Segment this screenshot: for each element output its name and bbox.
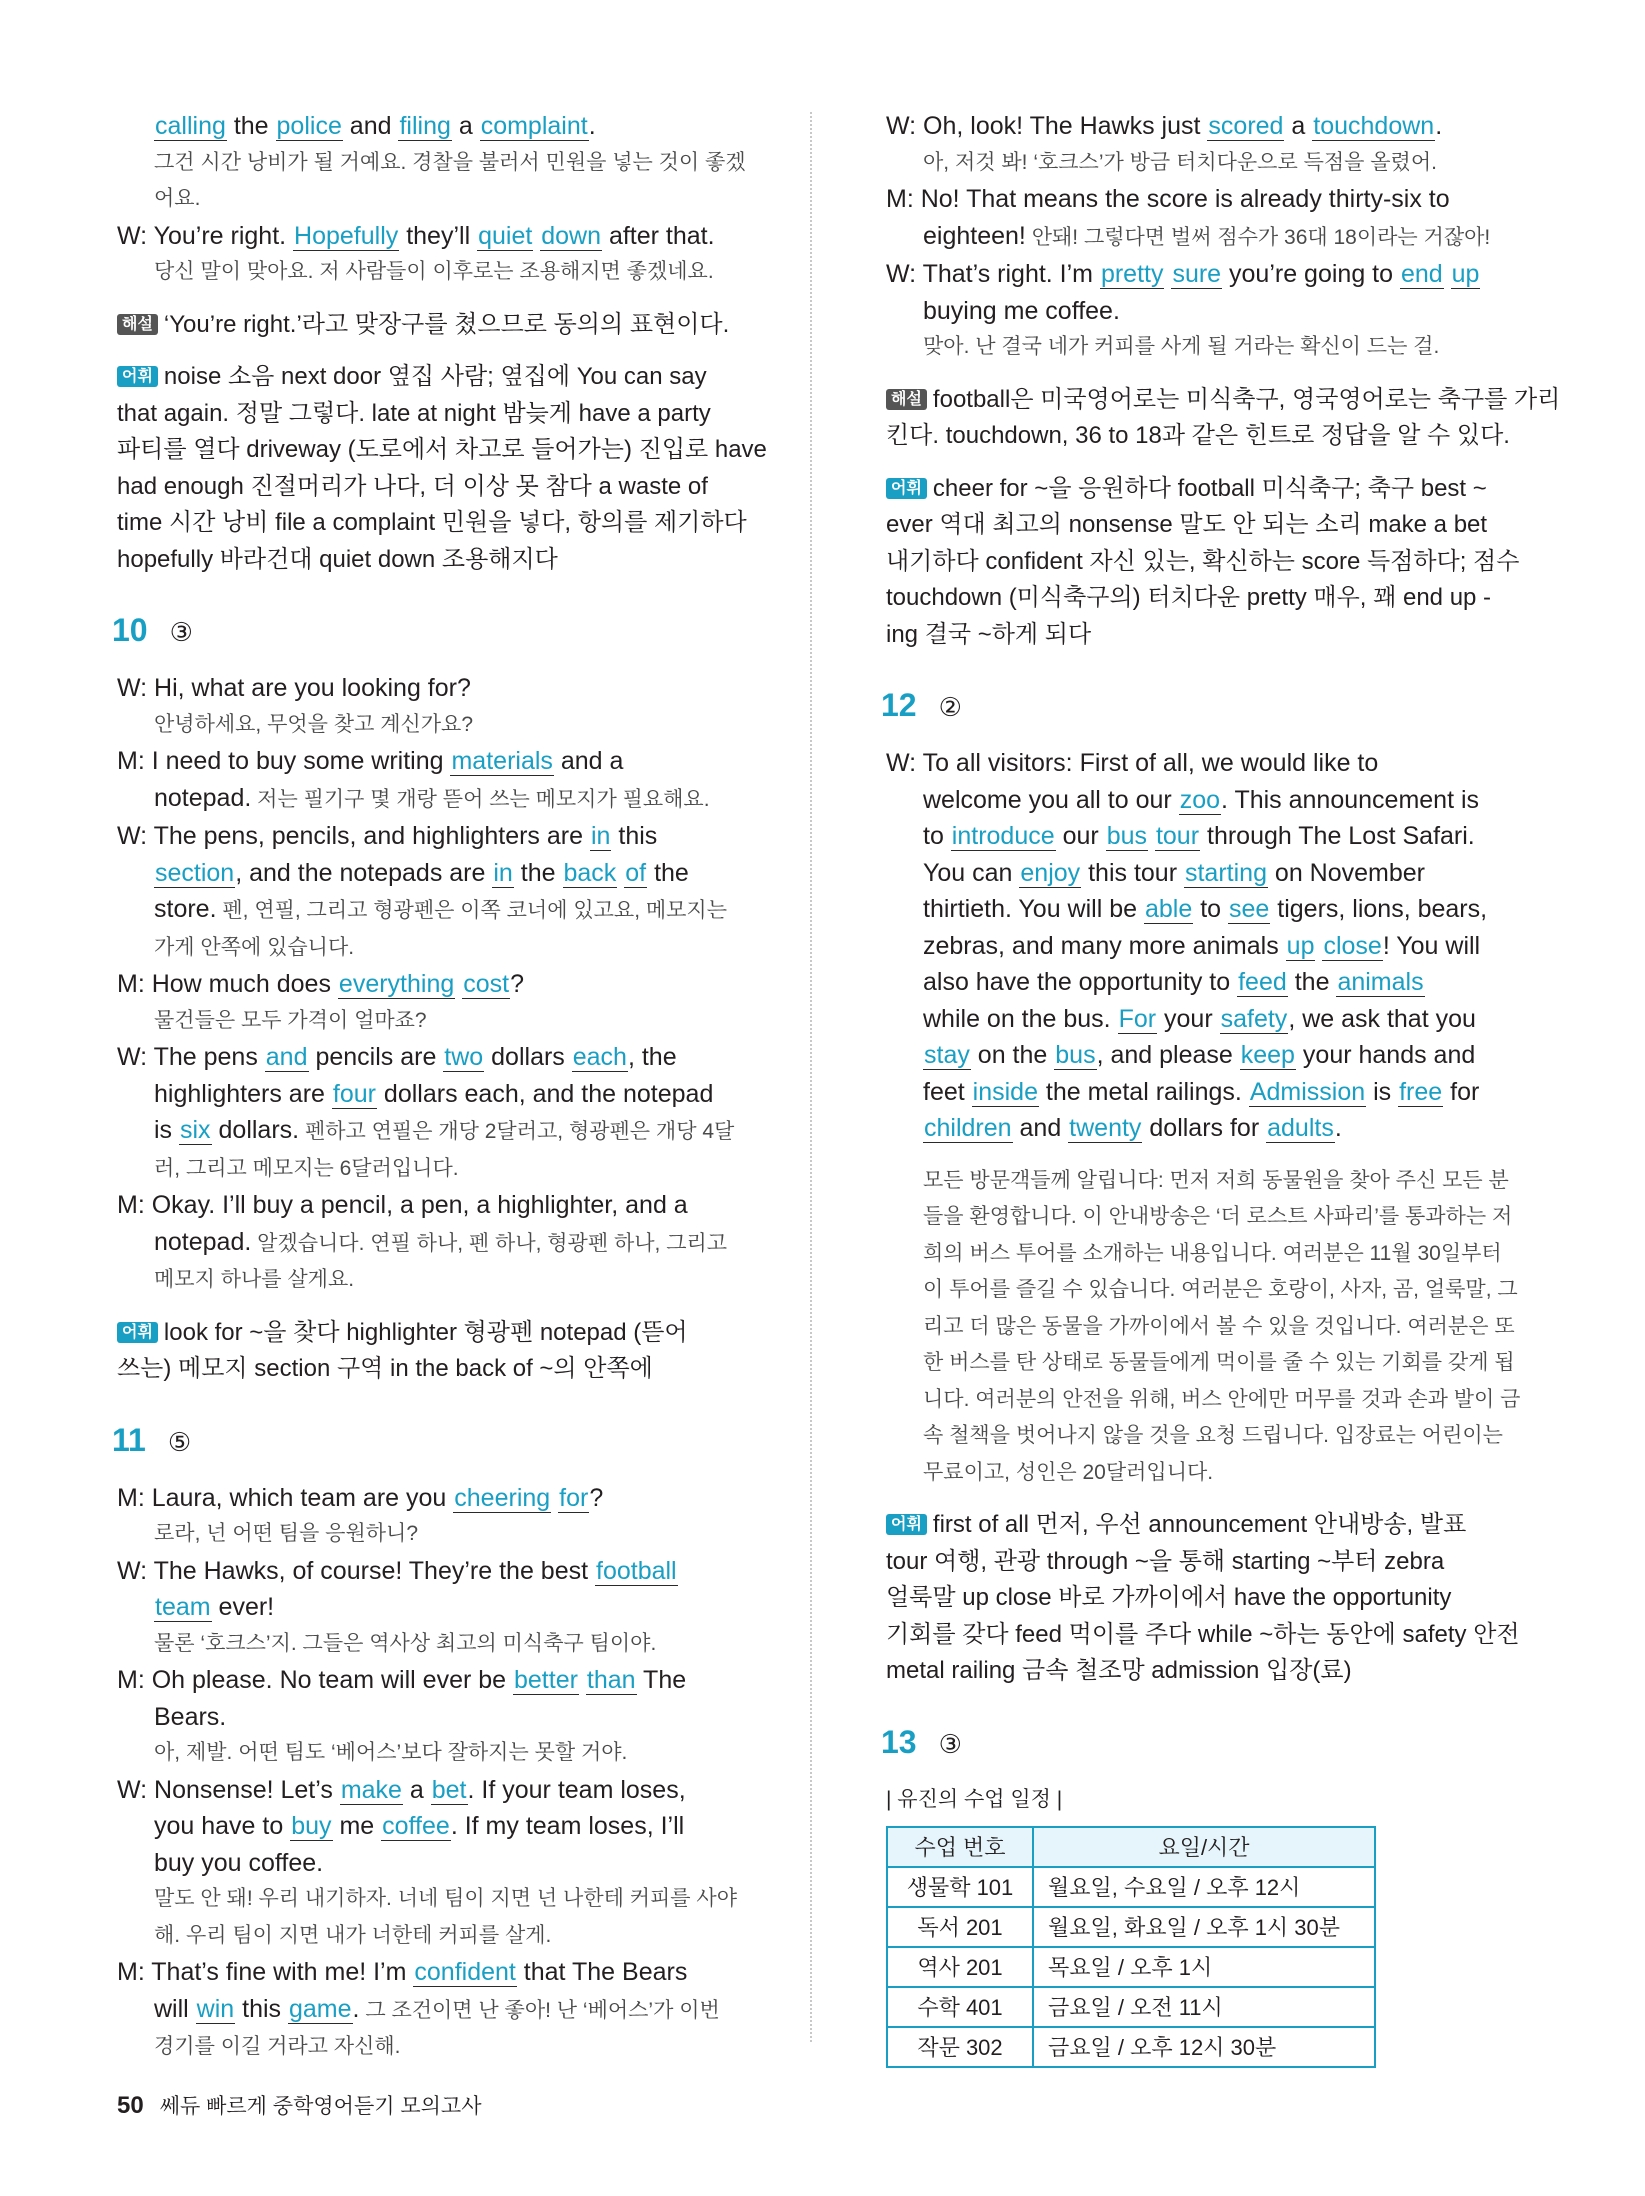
dialogue-line: M: I need to buy some writing materials and a — [117, 747, 624, 775]
dialogue-line: thirtieth. You will be able to see tigers, lions, bears, — [923, 895, 1488, 923]
vocab-line: 어휘 first of all 먼저, 우선 announcement 안내방송, 발표 — [886, 1507, 1506, 1544]
dialogue-line: W: The Hawks, of course! They’re the best football — [117, 1556, 677, 1585]
dialogue-line: notepad. 알겠습니다. 연필 하나, 펜 하나, 형광펜 하나, 그리고 — [154, 1227, 728, 1256]
vocab-line: that again. 정말 그렇다. late at night 밤늦게 have a party — [117, 399, 711, 427]
translation-line: 한 버스를 탄 상태로 동물들에게 먹이를 줄 수 있는 기회를 갖게 됩 — [923, 1351, 1515, 1374]
table-header-row — [887, 1827, 1375, 1867]
translation-line: 희의 버스 투어를 소개하는 내용입니다. 여러분은 11월 30일부터 — [923, 1241, 1502, 1265]
dialogue-line: buy you coffee. — [154, 1848, 324, 1877]
translation-line: 리고 더 많은 동물을 가까이에서 볼 수 있을 것입니다. 여러분은 또 — [923, 1314, 1515, 1338]
answer-mark: ⑤ — [167, 1426, 192, 1457]
translation-line: 이 투어를 즐길 수 있습니다. 여러분은 호랑이, 사자, 곰, 얼룩말, 그 — [923, 1278, 1518, 1301]
vocab-line: tour 여행, 관광 through ~을 통해 starting ~부터 zebra — [886, 1547, 1445, 1575]
translation-line: 들을 환영합니다. 이 안내방송은 ‘더 로스트 사파리’를 통과하는 저 — [923, 1205, 1513, 1228]
dialogue-line: W: Nonsense! Let’s make a bet. If your team loses, — [117, 1775, 686, 1804]
dialogue-line: also have the opportunity to feed the animals — [923, 968, 1424, 996]
vocab-line: 어휘 noise 소음 next door 옆집 사람; 옆집에 You can say — [117, 359, 782, 396]
dialogue-line: team ever! — [155, 1593, 275, 1621]
table-row — [887, 1867, 1375, 1907]
translation-line: 말도 안 돼! 우리 내기하자. 너네 팀이 지면 넌 나한테 커피를 사야 — [154, 1887, 737, 1910]
vocab-line: 쓰는) 메모지 section 구역 in the back of ~의 안쪽에 — [117, 1355, 653, 1382]
translation-line: 맞아. 난 결국 네가 커피를 사게 될 거라는 확신이 드는 걸. — [923, 335, 1440, 358]
answer-mark: ② — [938, 692, 962, 722]
question-number: 12 ② — [881, 687, 962, 723]
dialogue-line: children and twenty dollars for adults. — [924, 1114, 1342, 1142]
dialogue-line: Bears. — [154, 1702, 227, 1731]
dialogue-line: zebras, and many more animals up close! You will — [923, 931, 1481, 960]
table-cell: 수학 401 — [887, 1987, 1033, 2027]
translation-line: 물론 ‘호크스’지. 그들은 역사상 최고의 미식축구 팀이야. — [154, 1631, 657, 1655]
column-divider — [810, 112, 812, 2042]
explanation: 해설 football은 미국영어로는 미식축구, 영국영어로는 축구를 가리 — [886, 382, 1506, 419]
dialogue-line: to introduce our bus tour through The Lost Safari. — [923, 822, 1475, 850]
explanation: 킨다. touchdown, 36 to 18과 같은 힌트로 정답을 알 수 있다. — [886, 422, 1510, 449]
translation-line: 아, 저것 봐! ‘호크스’가 방금 터치다운으로 득점을 올렸어. — [923, 150, 1437, 174]
table-row — [887, 2027, 1375, 2067]
vocab-line: had enough 진절머리가 나다, 더 이상 못 참다 a waste of — [117, 472, 708, 500]
translation-line: 당신 말이 맞아요. 저 사람들이 이후로는 조용해지면 좋겠네요. — [154, 260, 714, 283]
dialogue-line: M: Okay. I’ll buy a pencil, a pen, a highlighter, and a — [117, 1191, 688, 1219]
vocab-tag: 어휘 — [117, 1322, 158, 1343]
question-number: 11 ⑤ — [112, 1421, 192, 1458]
dialogue-line: section, and the notepads are in the back of the — [155, 858, 689, 887]
translation-line: 가게 안쪽에 있습니다. — [154, 935, 355, 959]
question-number: 13 ③ — [881, 1723, 962, 1760]
vocab-line: 기회를 갖다 feed 먹이를 주다 while ~하는 동안에 safety 안전 — [886, 1620, 1520, 1648]
dialogue-line: W: Oh, look! The Hawks just scored a touchdown. — [886, 112, 1443, 140]
page-footer — [117, 2090, 482, 2120]
translation-line: 해. 우리 팀이 지면 내가 너한테 커피를 살게. — [154, 1923, 552, 1947]
page-number: 50 — [117, 2092, 144, 2119]
dialogue-line: M: No! That means the score is already thirty-six to — [886, 185, 1450, 213]
translation-line: 무료이고, 성인은 20달러입니다. — [923, 1460, 1214, 1484]
vocab-line: 파티를 열다 driveway (도로에서 차고로 들어가는) 진입로 have — [117, 436, 767, 463]
answer-mark: ③ — [169, 617, 193, 647]
explanation-tag: 해설 — [117, 314, 158, 335]
table-row — [887, 1947, 1375, 1987]
dialogue-line: you have to buy me coffee. If my team loses, I’ll — [154, 1812, 685, 1840]
vocab-line: time 시간 낭비 file a complaint 민원을 넣다, 항의를 제기하다 — [117, 509, 747, 536]
dialogue-line: M: Laura, which team are you cheering for? — [117, 1483, 604, 1512]
answer-mark: ③ — [938, 1728, 962, 1759]
dialogue-line: W: The pens and pencils are two dollars each, the — [117, 1043, 677, 1071]
table-cell: 역사 201 — [887, 1947, 1033, 1987]
table-header: 요일/시간 — [1033, 1827, 1375, 1867]
dialogue-line: W: Hi, what are you looking for? — [117, 674, 471, 702]
translation-line: 러, 그리고 메모지는 6달러입니다. — [154, 1156, 459, 1180]
dialogue-line: welcome you all to our zoo. This announcement is — [923, 785, 1480, 814]
translation-line: 아, 제발. 어떤 팀도 ‘베어스’보다 잘하지는 못할 거야. — [154, 1741, 628, 1764]
vocab-line: 얼룩말 up close 바로 가까이에서 have the opportunity — [886, 1584, 1452, 1611]
dialogue-line: while on the bus. For your safety, we ask that you — [923, 1004, 1476, 1033]
table-cell: 목요일 / 오후 1시 — [1033, 1947, 1375, 1987]
left-column — [112, 108, 782, 2066]
dialogue-line: will win this game. 그 조건이면 난 좋아! 난 ‘베어스’가 이번 — [154, 1994, 720, 2023]
dialogue-line: W: The pens, pencils, and highlighters are in this — [117, 822, 658, 850]
table-cell: 금요일 / 오전 11시 — [1033, 1987, 1375, 2027]
book-title: 쎄듀 빠르게 중학영어듣기 모의고사 — [159, 2095, 482, 2118]
translation-line: 안녕하세요, 무엇을 찾고 계신가요? — [154, 712, 474, 736]
explanation-tag: 해설 — [886, 389, 927, 410]
dialogue-line: M: How much does everything cost? — [117, 970, 524, 998]
vocab-tag: 어휘 — [117, 366, 158, 387]
dialogue-line: You can enjoy this tour starting on November — [923, 858, 1425, 887]
table-row — [887, 1907, 1375, 1947]
vocab-line: touchdown (미식축구의) 터치다운 pretty 매우, 꽤 end up - — [886, 584, 1492, 611]
dialogue-line: buying me coffee. — [923, 296, 1120, 325]
explanation: 해설 ‘You’re right.’라고 맞장구를 쳤으므로 동의의 표현이다. — [117, 307, 782, 344]
table-cell: 금요일 / 오후 12시 30분 — [1033, 2027, 1375, 2067]
dialogue-line: M: Oh please. No team will ever be better than The — [117, 1666, 687, 1694]
dialogue-line: W: That’s right. I’m pretty sure you’re going to end up — [886, 260, 1480, 288]
vocab-tag: 어휘 — [886, 478, 927, 499]
translation-line: 속 철책을 벗어나지 않을 것을 요청 드립니다. 입장료는 어린이는 — [923, 1424, 1503, 1447]
table-title: | 유진의 수업 일정 | — [886, 1787, 1063, 1811]
translation-line: 메모지 하나를 살게요. — [154, 1268, 355, 1291]
vocab-line: hopefully 바라건대 quiet down 조용해지다 — [117, 545, 558, 573]
dialogue-line: eighteen! 안돼! 그렇다면 벌써 점수가 36대 18이라는 거잖아! — [923, 221, 1491, 250]
table-row — [887, 1987, 1375, 2027]
dialogue-line: is six dollars. 펜하고 연필은 개당 2달러고, 형광펜은 개당 4달 — [154, 1116, 735, 1144]
dialogue-line: highlighters are four dollars each, and the notepad — [154, 1079, 714, 1108]
dialogue-line: store. 펜, 연필, 그리고 형광펜은 이쪽 코너에 있고요, 메모지는 — [154, 895, 728, 923]
vocab-tag: 어휘 — [886, 1514, 927, 1535]
translation-line: 경기를 이길 거라고 자신해. — [154, 2035, 401, 2058]
dialogue-line: W: To all visitors: First of all, we would like to — [886, 749, 1379, 777]
dialogue-line: notepad. 저는 필기구 몇 개랑 뜯어 쓰는 메모지가 필요해요. — [154, 783, 710, 812]
dialogue-line: stay on the bus, and please keep your hands and — [924, 1041, 1476, 1069]
table-header: 수업 번호 — [887, 1827, 1033, 1867]
vocab-line: 어휘 look for ~을 찾다 highlighter 형광펜 notepad (뜯어 — [117, 1315, 782, 1352]
translation-line: 어요. — [154, 187, 201, 210]
vocab-line: ever 역대 최고의 nonsense 말도 안 되는 소리 make a bet — [886, 511, 1488, 538]
question-number: 10 ③ — [112, 612, 193, 648]
schedule-table — [886, 1826, 1376, 2068]
table-cell: 작문 302 — [887, 2027, 1033, 2067]
vocab-line: metal railing 금속 철조망 admission 입장(료) — [886, 1657, 1352, 1684]
translation-line: 물건들은 모두 가격이 얼마죠? — [154, 1008, 427, 1032]
table-cell: 생물학 101 — [887, 1867, 1033, 1907]
vocab-line: 내기하다 confident 자신 있는, 확신하는 score 득점하다; 점수 — [886, 547, 1520, 575]
table-cell: 월요일, 수요일 / 오후 12시 — [1033, 1867, 1375, 1907]
table-cell: 독서 201 — [887, 1907, 1033, 1947]
dialogue-line: calling the police and filing a complaint. — [155, 112, 596, 140]
translation-line: 모든 방문객들께 알립니다: 먼저 저희 동물원을 찾아 주신 모든 분 — [923, 1168, 1509, 1192]
right-column — [881, 108, 1561, 2068]
translation-line: 로라, 넌 어떤 팀을 응원하니? — [154, 1522, 418, 1545]
vocab-line: 어휘 cheer for ~을 응원하다 football 미식축구; 축구 best ~ — [886, 471, 1506, 508]
dialogue-line: W: You’re right. Hopefully they’ll quiet down after that. — [117, 221, 715, 250]
vocab-line: ing 결국 ~하게 되다 — [886, 620, 1092, 648]
table-cell: 월요일, 화요일 / 오후 1시 30분 — [1033, 1907, 1375, 1947]
translation-line: 니다. 여러분의 안전을 위해, 버스 안에만 머무를 것과 손과 발이 금 — [923, 1387, 1521, 1411]
dialogue-line: feet inside the metal railings. Admission is free for — [923, 1077, 1480, 1106]
translation-line: 그건 시간 낭비가 될 거예요. 경찰을 불러서 민원을 넣는 것이 좋겠 — [154, 150, 746, 174]
dialogue-line: M: That’s fine with me! I’m confident that The Bears — [117, 1958, 688, 1986]
